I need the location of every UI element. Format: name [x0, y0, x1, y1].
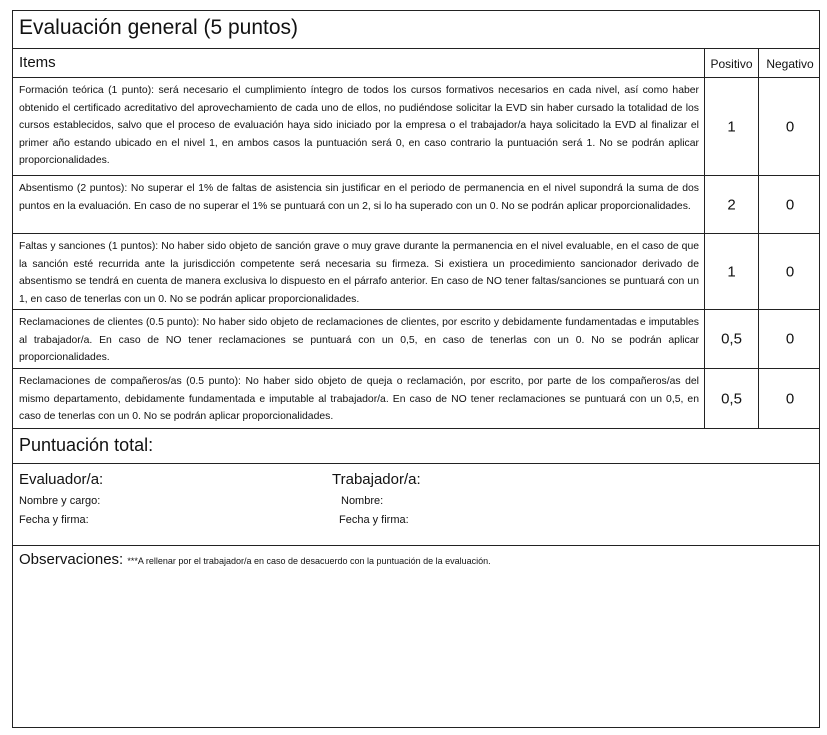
observations-heading — [19, 551, 491, 568]
header-positive: Positivo — [710, 57, 753, 71]
negative-value: 0 — [785, 118, 795, 135]
negative-value: 0 — [785, 330, 795, 348]
table-row — [13, 78, 819, 176]
form-title: Evaluación general (5 puntos) — [19, 16, 299, 39]
item-cell — [13, 369, 705, 428]
negative-cell — [759, 310, 821, 368]
item-cell — [13, 176, 705, 233]
worker-name-label: Nombre: — [341, 495, 384, 507]
table-row — [13, 369, 819, 429]
table-row — [13, 310, 819, 369]
item-text: Absentismo (2 puntos): No superar el 1% de faltas de asistencia sin justificar en el periodo de permanencia en el nivel supondrá la suma de dos puntos en la evaluación. En caso de no superar el 1% se puntuará con un 2, si lo ha superado con un 0. No se podrán aplicar proporcionalidades. — [19, 183, 699, 212]
item-cell — [13, 234, 705, 309]
item-text: Faltas y sanciones (1 puntos): No haber sido objeto de sanción grave o muy grave durante la permanencia en el nivel evaluable, en el caso de que la sanción esté recurrida ante la jurisdicción competente será necesaria su firmeza. Si existiera un procedimiento sancionador derivado de absentismo se tendrá en cuenta de manera exclusiva lo dispuesto en el párrafo anterior. En caso de NO tener faltas/sanciones se puntuará con un 1, en caso de tenerlas con un 0. No se podrán aplicar proporcionalidades. — [19, 241, 699, 305]
evaluator-name-role-label: Nombre y cargo: — [19, 495, 101, 507]
form-title-row — [13, 11, 819, 49]
positive-cell — [705, 310, 759, 368]
item-cell — [13, 78, 705, 175]
header-items: Items — [19, 54, 56, 71]
worker-label: Trabajador/a: — [332, 471, 421, 488]
negative-value: 0 — [785, 390, 795, 407]
header-positive-cell — [705, 49, 759, 77]
positive-cell — [705, 78, 759, 175]
negative-cell — [759, 176, 821, 233]
evaluation-form — [12, 10, 820, 728]
positive-cell — [705, 234, 759, 309]
positive-value: 1 — [727, 263, 736, 280]
negative-value: 0 — [785, 263, 795, 280]
positive-cell — [705, 176, 759, 233]
positive-value: 0,5 — [721, 330, 742, 348]
item-cell — [13, 310, 705, 368]
positive-cell — [705, 369, 759, 428]
item-text: Formación teórica (1 punto): será necesario el cumplimiento íntegro de todos los cursos formativos necesarios en cada nivel, así como haber obtenido el certificado acreditativo del aprovechamiento de cada uno de ellos, no pudiéndose solicitar la EVD sin haber cursado la totalidad de los cursos establecidos, salvo que el proceso de evaluación haya sido iniciado por la empresa o el trabajador/a haya solicitado la EVD al finalizar el primer año estando ubicado en el nivel 1, en ambos casos la puntuación será 0, en caso contrario la puntuación será 1. No se podrán aplicar proporcionalidades. — [19, 85, 699, 166]
header-negative: Negativo — [766, 57, 814, 71]
header-items-cell — [13, 49, 705, 77]
negative-cell — [759, 369, 821, 428]
positive-value: 2 — [727, 196, 736, 213]
observations-section — [13, 546, 819, 728]
observations-label: Observaciones: — [19, 551, 124, 568]
total-row — [13, 429, 819, 464]
observations-note: ***A rellenar por el trabajador/a en caso de desacuerdo con la puntuación de la evaluación. — [127, 556, 491, 566]
negative-cell — [759, 234, 821, 309]
positive-value: 1 — [727, 118, 736, 135]
worker-date-sign-label: Fecha y firma: — [339, 514, 409, 526]
table-row — [13, 234, 819, 310]
positive-value: 0,5 — [721, 390, 742, 407]
signature-section — [13, 464, 819, 546]
total-label: Puntuación total: — [19, 435, 154, 455]
table-row — [13, 176, 819, 234]
negative-cell — [759, 78, 821, 175]
negative-value: 0 — [785, 196, 795, 213]
header-negative-cell — [759, 49, 821, 77]
item-text: Reclamaciones de clientes (0.5 punto): No haber sido objeto de reclamaciones de clientes, por escrito y debidamente fundamentadas e imputables al trabajador/a. En caso de NO tener reclamaciones se puntuará con un 0,5, en caso de tenerlas con un 0. No se podrán aplicar proporcionalidades. — [19, 317, 699, 363]
evaluator-date-sign-label: Fecha y firma: — [19, 514, 89, 526]
evaluator-label: Evaluador/a: — [19, 471, 104, 488]
item-text: Reclamaciones de compañeros/as (0.5 punto): No haber sido objeto de queja o reclamación, por escrito, por parte de los compañeros/as del mismo departamento, debidamente fundamentada e imputable al trabajador/a. En caso de NO tener reclamaciones se puntuará con un 0,5, en caso de tenerlas con un 0. No se podrán aplicar proporcionalidades. — [19, 376, 699, 422]
table-header — [13, 49, 819, 78]
